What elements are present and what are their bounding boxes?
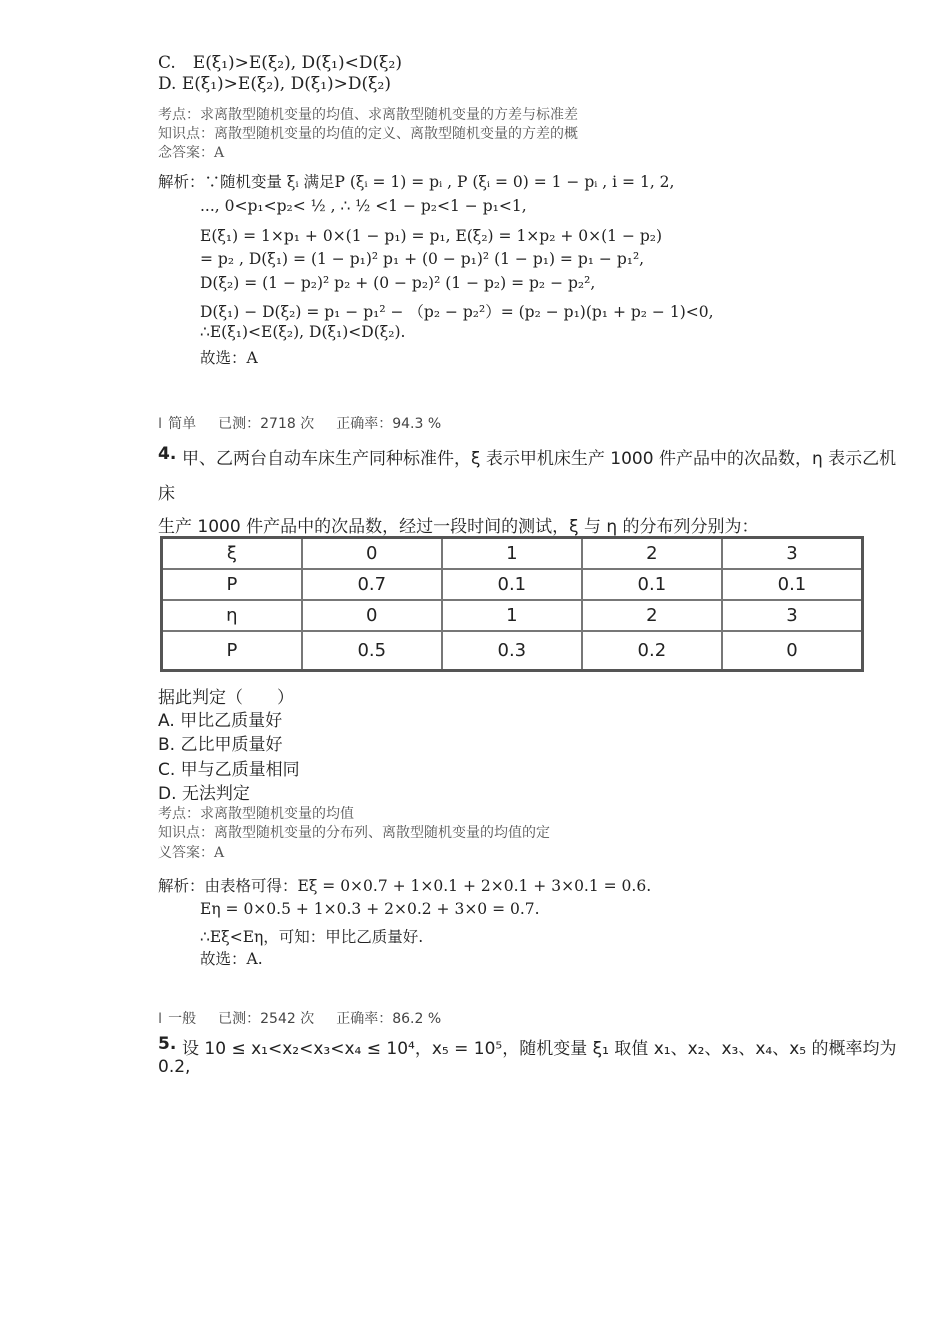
difficulty-bar-icon: I [158, 416, 163, 432]
table-cell: 0.1 [582, 569, 722, 600]
table-cell: 0.5 [302, 631, 442, 671]
q3-analysis-line: 解析：∵随机变量 ξᵢ 满足P (ξᵢ = 1) = pᵢ , P (ξᵢ = 0) = 1 − pᵢ , i = 1, 2, [158, 173, 675, 191]
q4-analysis-line: 解析：由表格可得：Eξ = 0×0.7 + 1×0.1 + 2×0.1 + 3×0.1 = 0.6. [158, 877, 652, 895]
q3-answer: 念答案：A [158, 145, 225, 161]
q4-option-d: D. 无法判定 [158, 784, 250, 804]
q5-difficulty: 一般 [168, 1011, 197, 1027]
q4-stem: 床 [158, 484, 175, 504]
q4-meta [158, 413, 441, 433]
table-cell: 0 [722, 631, 863, 671]
q3-zhishidian: 知识点：离散型随机变量的均值的定义、离散型随机变量的方差的概 [158, 126, 578, 142]
q4-kaodian: 考点：求离散型随机变量的均值 [158, 806, 354, 822]
table-cell: 0 [302, 600, 442, 631]
table-cell: 0.1 [442, 569, 582, 600]
q5-tested-count: 已测：2542 次 [218, 1011, 315, 1027]
q3-analysis-line: 故选：A [200, 349, 258, 367]
q3-analysis-line: ∴E(ξ₁)<E(ξ₂), D(ξ₁)<D(ξ₂). [200, 323, 406, 341]
q3-option-d: D. E(ξ₁)>E(ξ₂), D(ξ₁)>D(ξ₂) [158, 74, 391, 94]
table-row [162, 538, 863, 570]
difficulty-bar-icon: I [158, 1011, 163, 1027]
distribution-table [160, 536, 864, 672]
table-cell: 3 [722, 600, 863, 631]
q4-number: 4. [158, 444, 177, 464]
q3-option-c: C. E(ξ₁)>E(ξ₂), D(ξ₁)<D(ξ₂) [158, 53, 402, 73]
q4-zhishidian: 知识点：离散型随机变量的分布列、离散型随机变量的均值的定 [158, 825, 550, 841]
table-cell: P [162, 569, 302, 600]
q4-analysis-line: Eη = 0×0.5 + 1×0.3 + 2×0.2 + 3×0 = 0.7. [200, 900, 540, 918]
q5-number: 5. [158, 1034, 177, 1054]
q4-accuracy: 正确率：94.3 % [336, 416, 442, 432]
q3-analysis-line: E(ξ₁) = 1×p₁ + 0×(1 − p₁) = p₁, E(ξ₂) = 1×p₂ + 0×(1 − p₂) [200, 227, 663, 245]
q4-option-b: B. 乙比甲质量好 [158, 735, 283, 755]
table-row [162, 631, 863, 671]
table-cell: 0.2 [582, 631, 722, 671]
table-cell: 0.1 [722, 569, 863, 600]
q4-analysis-line: ∴Eξ<Eη，可知：甲比乙质量好. [200, 928, 424, 946]
q3-analysis-line: = p₂ , D(ξ₁) = (1 − p₁)² p₁ + (0 − p₁)² (1 − p₁) = p₁ − p₁², [200, 250, 645, 268]
q3-analysis-line: ..., 0<p₁<p₂< ½ , ∴ ½ <1 − p₂<1 − p₁<1, [200, 197, 527, 215]
table-cell: ξ [162, 538, 302, 570]
q4-option-c: C. 甲与乙质量相同 [158, 760, 300, 780]
table-cell: P [162, 631, 302, 671]
table-cell: 2 [582, 538, 722, 570]
q4-option-a: A. 甲比乙质量好 [158, 711, 283, 731]
table-row [162, 600, 863, 631]
table-cell: 3 [722, 538, 863, 570]
q4-stem: 生产 1000 件产品中的次品数，经过一段时间的测试，ξ 与 η 的分布列分别为： [158, 517, 759, 537]
q5-meta [158, 1008, 441, 1028]
table-cell: 0 [302, 538, 442, 570]
q5-stem: 0.2, [158, 1057, 191, 1077]
table-cell: η [162, 600, 302, 631]
table-cell: 0.3 [442, 631, 582, 671]
q4-analysis-line: 故选：A. [200, 950, 263, 968]
q3-kaodian: 考点：求离散型随机变量的均值、求离散型随机变量的方差与标准差 [158, 107, 578, 123]
q4-answer: 义答案：A [158, 845, 225, 861]
q4-judge: 据此判定（ ） [158, 688, 294, 708]
q3-analysis-line: D(ξ₁) − D(ξ₂) = p₁ − p₁² − （p₂ − p₂²）= (p₂ − p₁)(p₁ + p₂ − 1)<0, [200, 303, 714, 321]
table-row [162, 569, 863, 600]
q4-tested-count: 已测：2718 次 [218, 416, 315, 432]
table-cell: 1 [442, 538, 582, 570]
table-cell: 2 [582, 600, 722, 631]
table-cell: 1 [442, 600, 582, 631]
table-cell: 0.7 [302, 569, 442, 600]
q4-difficulty: 简单 [168, 416, 197, 432]
q4-stem: 甲、乙两台自动车床生产同种标准件，ξ 表示甲机床生产 1000 件产品中的次品数，η 表示乙机 [182, 449, 897, 469]
q5-accuracy: 正确率：86.2 % [336, 1011, 442, 1027]
q5-stem: 设 10 ≤ x₁<x₂<x₃<x₄ ≤ 10⁴，x₅ = 10⁵，随机变量 ξ₁ 取值 x₁、x₂、x₃、x₄、x₅ 的概率均为 [182, 1039, 897, 1059]
q3-analysis-line: D(ξ₂) = (1 − p₂)² p₂ + (0 − p₂)² (1 − p₂) = p₂ − p₂², [200, 274, 596, 292]
